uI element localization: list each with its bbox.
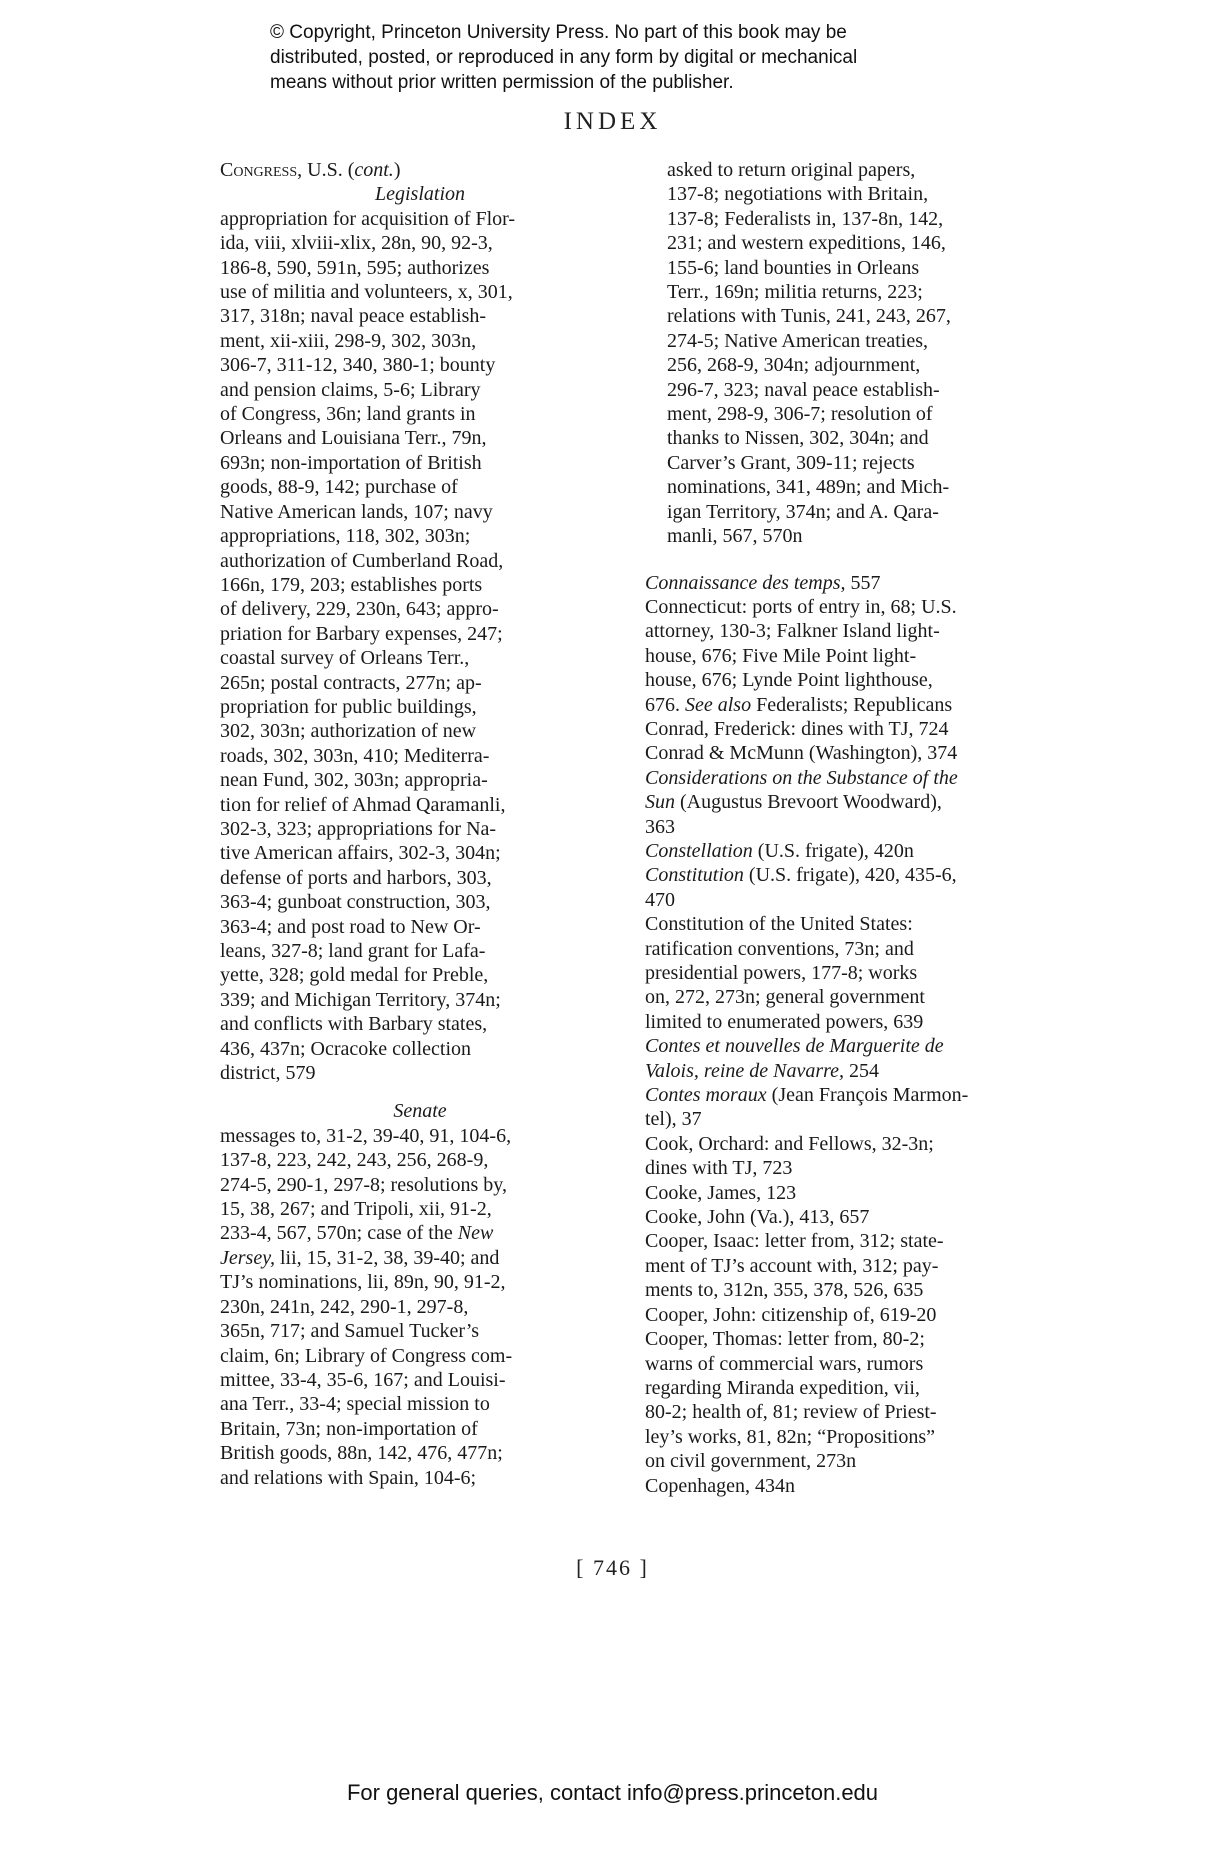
entry-line: of delivery, 229, 230n, 643; appro- [220,598,499,621]
entry-line: Considerations on the Substance of the [645,766,958,789]
entry-line: 186-8, 590, 591n, 595; authorizes [220,256,490,279]
entry-line: British goods, 88n, 142, 476, 477n; [220,1442,503,1465]
index-entry [645,912,1050,1034]
copyright-line: © Copyright, Princeton University Press. No part of this book may be [270,22,847,43]
entry-line: 256, 268-9, 304n; adjournment, [667,354,921,377]
entry-line: tel), 37 [645,1108,702,1131]
index-entry [645,839,1050,863]
entry-line: 155-6; land bounties in Orleans [667,256,920,279]
entry-line: use of militia and volunteers, x, 301, [220,281,513,304]
entry-line: 137-8; Federalists in, 137-8n, 142, [667,207,944,230]
entry-line: on civil government, 273n [645,1450,857,1473]
entry-line: 302-3, 323; appropriations for Na- [220,817,497,840]
entry-line: leans, 327-8; land grant for Lafa- [220,940,486,962]
entry-line: nean Fund, 302, 303n; appropria- [220,769,488,792]
entry-line: Cooke, John (Va.), 413, 657 [645,1206,870,1229]
entry-line: 233-4, 567, 570n; case of the New [220,1222,494,1245]
entry-line: nominations, 341, 489n; and Mich- [667,476,950,499]
entry-line: 693n; non-importation of British [220,451,482,474]
entry-line: attorney, 130-3; Falkner Island light- [645,620,940,643]
entry-line: relations with Tunis, 241, 243, 267, [667,305,951,328]
entry-line: Cooper, Thomas: letter from, 80-2; [645,1328,925,1351]
entry-line: 80-2; health of, 81; review of Priest- [645,1401,937,1424]
subhead-senate: Senate [393,1100,447,1123]
index-entry [645,1181,1050,1205]
entry-line: priation for Barbary expenses, 247; [220,622,503,645]
copyright-notice [270,20,990,95]
entry-line: mittee, 33-4, 35-6, 167; and Louisi- [220,1368,506,1391]
index-entry [645,717,1050,741]
senate-entry [220,1124,620,1490]
entry-line: defense of ports and harbors, 303, [220,866,492,889]
entry-line: Contes et nouvelles de Marguerite de [645,1035,944,1058]
entry-line: Sun (Augustus Brevoort Woodward), [645,791,942,814]
entry-line: ratification conventions, 73n; and [645,937,914,960]
entry-line: Carver’s Grant, 309-11; rejects [667,451,915,474]
entry-line: 363-4; gunboat construction, 303, [220,891,491,914]
entry-line: 265n; postal contracts, 277n; ap- [220,671,482,694]
entry-line: Constitution of the United States: [645,913,913,936]
page-number: [ 746 ] [576,1555,649,1580]
entry-line: Cook, Orchard: and Fellows, 32-3n; [645,1132,934,1155]
entry-line: 15, 38, 267; and Tripoli, xii, 91-2, [220,1198,492,1221]
entry-line: Constellation (U.S. frigate), 420n [645,839,914,862]
legislation-entry [220,207,620,1086]
index-entry [645,1474,1050,1498]
entry-line: regarding Miranda expedition, vii, [645,1376,920,1399]
entry-line: of Congress, 36n; land grants in [220,403,476,426]
index-entry [645,1132,1050,1181]
entry-line: appropriations, 118, 302, 303n; [220,525,471,548]
entry-line: Cooper, John: citizenship of, 619-20 [645,1303,937,1326]
entry-line: 137-8; negotiations with Britain, [667,183,929,206]
index-entry [645,1327,1050,1473]
entry-line: and pension claims, 5-6; Library [220,378,481,401]
entry-line: warns of commercial wars, rumors [645,1352,924,1375]
page-title: INDEX [563,108,662,135]
contact-footer: For general queries, contact info@press.princeton.edu [346,1780,879,1805]
entry-line: Native American lands, 107; navy [220,500,493,523]
entry-line: roads, 302, 303n, 410; Mediterra- [220,744,490,767]
entry-line: manli, 567, 570n [667,525,803,548]
entry-line: ley’s works, 81, 82n; “Propositions” [645,1425,935,1448]
entry-line: ments to, 312n, 355, 378, 526, 635 [645,1279,924,1302]
heading-close: ) [393,159,401,181]
entry-line: Jersey, lii, 15, 31-2, 38, 39-40; and [220,1246,500,1269]
copyright-line: means without prior written permission of the publisher. [270,72,734,93]
entry-line: 230n, 241n, 242, 290-1, 297-8, [220,1295,469,1318]
entry-line: Britain, 73n; non-importation of [220,1417,478,1440]
entry-heading-congress [220,158,620,182]
entry-line: district, 579 [220,1062,316,1085]
index-entries [645,571,1050,1498]
index-entry [645,766,1050,839]
index-column-right [645,158,1050,1498]
senate-continuation [645,158,1050,549]
entry-line: goods, 88-9, 142; purchase of [220,476,458,499]
entry-line: Connecticut: ports of entry in, 68; U.S. [645,595,957,618]
entry-line: 363 [645,815,675,838]
entry-line: 676. See also Federalists; Republicans [645,693,953,716]
entry-line: Terr., 169n; militia returns, 223; [667,281,923,304]
entry-line: 302, 303n; authorization of new [220,720,477,743]
index-entry [645,571,1050,595]
entry-line: ment, xii-xiii, 298-9, 302, 303n, [220,329,477,352]
entry-line: ida, viii, xlviii-xlix, 28n, 90, 92-3, [220,232,493,255]
entry-line: Conrad & McMunn (Washington), 374 [645,742,958,765]
entry-line: 274-5; Native American treaties, [667,329,929,352]
entry-line: Valois, reine de Navarre, 254 [645,1059,880,1082]
entry-line: messages to, 31-2, 39-40, 91, 104-6, [220,1124,512,1147]
entry-line: claim, 6n; Library of Congress com- [220,1344,513,1367]
entry-line: presidential powers, 177-8; works [645,962,918,984]
entry-line: coastal survey of Orleans Terr., [220,647,470,670]
entry-line: 306-7, 311-12, 340, 380-1; bounty [220,354,496,377]
entry-line: 231; and western expeditions, 146, [667,232,946,255]
entry-line: 363-4; and post road to New Or- [220,915,481,938]
entry-line: Cooke, James, 123 [645,1181,797,1204]
entry-line: 436, 437n; Ocracoke collection [220,1037,472,1060]
heading-cont: cont. [354,159,394,181]
entry-line: 137-8, 223, 242, 243, 256, 268-9, [220,1149,489,1172]
entry-line: ment of TJ’s account with, 312; pay- [645,1254,939,1277]
entry-line: TJ’s nominations, lii, 89n, 90, 91-2, [220,1271,506,1294]
entry-line: Cooper, Isaac: letter from, 312; state- [645,1230,944,1253]
entry-line: Constitution (U.S. frigate), 420, 435-6, [645,864,957,887]
entry-line: thanks to Nissen, 302, 304n; and [667,427,929,450]
entry-line: and relations with Spain, 104-6; [220,1466,477,1489]
index-entry [645,1229,1050,1302]
index-entry [645,863,1050,912]
entry-line: asked to return original papers, [667,159,916,181]
entry-line: and conflicts with Barbary states, [220,1013,488,1036]
entry-line: 365n, 717; and Samuel Tucker’s [220,1320,480,1343]
index-entry [645,1303,1050,1327]
entry-line: dines with TJ, 723 [645,1157,793,1180]
entry-line: house, 676; Five Mile Point light- [645,644,917,667]
subhead-legislation: Legislation [374,183,465,206]
entry-line: igan Territory, 374n; and A. Qara- [667,500,939,523]
entry-line: 317, 318n; naval peace establish- [220,305,487,328]
entry-line: 166n, 179, 203; establishes ports [220,573,483,596]
entry-line: authorization of Cumberland Road, [220,549,504,572]
entry-line: Contes moraux (Jean François Marmon- [645,1084,969,1107]
entry-line: Copenhagen, 434n [645,1474,795,1497]
index-column-left [220,158,620,1490]
entry-line: 339; and Michigan Territory, 374n; [220,988,501,1011]
copyright-line: distributed, posted, or reproduced in any form by digital or mechanical [270,47,858,68]
index-entry [645,741,1050,765]
entry-line: 274-5, 290-1, 297-8; resolutions by, [220,1173,508,1196]
index-entry [645,1205,1050,1229]
heading-name: Congress [220,159,298,181]
index-entry [645,1034,1050,1083]
entry-line: Connaissance des temps, 557 [645,571,881,594]
entry-line: Orleans and Louisiana Terr., 79n, [220,427,487,450]
entry-line: yette, 328; gold medal for Preble, [220,964,489,987]
entry-line: 470 [645,888,675,911]
entry-line: propriation for public buildings, [220,695,477,718]
entry-line: tive American affairs, 302-3, 304n; [220,842,501,865]
entry-line: house, 676; Lynde Point lighthouse, [645,669,933,692]
entry-line: ment, 298-9, 306-7; resolution of [667,403,933,426]
entry-line: appropriation for acquisition of Flor- [220,207,516,230]
entry-line: on, 272, 273n; general government [645,986,925,1009]
entry-line: ana Terr., 33-4; special mission to [220,1393,490,1416]
heading-rest: , U.S. ( [297,159,355,181]
index-entry [645,1083,1050,1132]
entry-line: limited to enumerated powers, 639 [645,1010,924,1033]
entry-line: tion for relief of Ahmad Qaramanli, [220,793,506,816]
index-entry [645,595,1050,717]
entry-line: 296-7, 323; naval peace establish- [667,378,940,401]
entry-line: Conrad, Frederick: dines with TJ, 724 [645,717,949,740]
